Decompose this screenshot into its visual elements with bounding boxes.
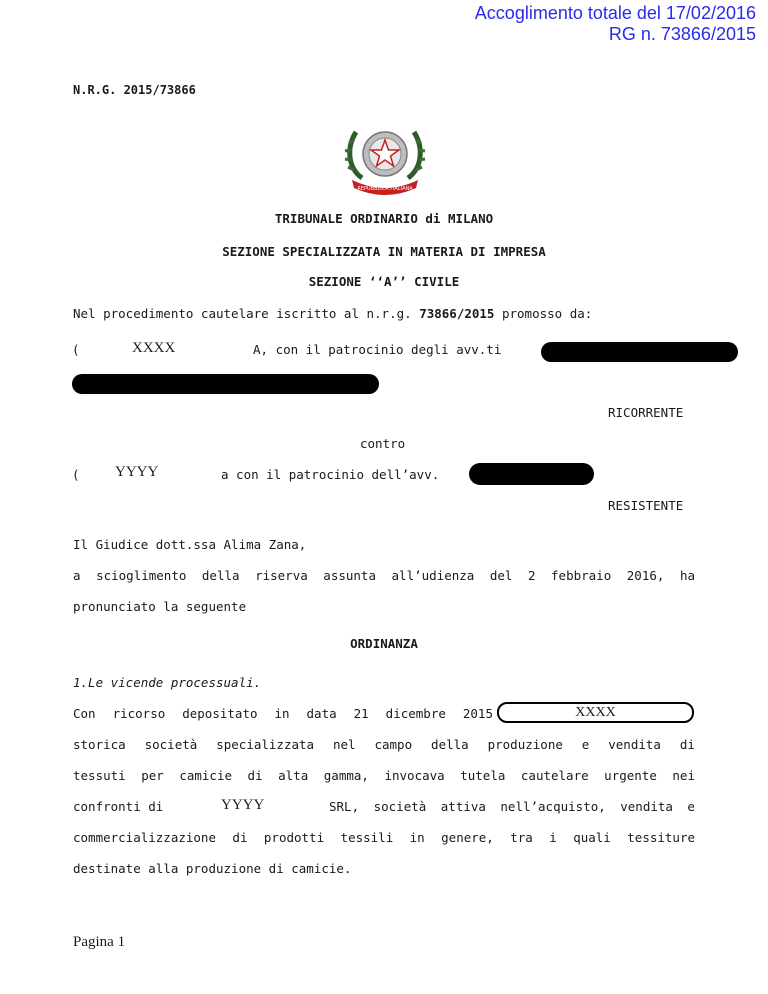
word: e — [581, 737, 590, 752]
word: tessili — [340, 830, 394, 845]
word: Con — [73, 706, 96, 721]
section-title-1: SEZIONE SPECIALIZZATA IN MATERIA DI IMPRESA — [222, 244, 546, 259]
para-line-2 — [73, 737, 695, 752]
para-line-5 — [73, 830, 695, 845]
defendant-name: YYYY — [115, 464, 159, 480]
contro-label: contro — [360, 436, 406, 451]
word: per — [141, 768, 164, 783]
word: urgente — [604, 768, 657, 783]
riserva-line — [73, 568, 695, 583]
emblem-ribbon-text: REPUBBLICA ITALIANA — [357, 186, 413, 192]
ordinanza-title: ORDINANZA — [350, 636, 418, 651]
word: SRL, — [329, 799, 360, 814]
word: febbraio — [551, 568, 612, 583]
word: gamma, — [323, 768, 369, 783]
word: invocava — [384, 768, 445, 783]
word: dicembre — [385, 706, 446, 721]
word: camicie — [179, 768, 233, 783]
intro-rg: 73866/2015 — [419, 306, 495, 321]
word: vendita — [620, 799, 673, 814]
redaction-mark: ( — [72, 342, 80, 357]
italian-republic-emblem-icon — [342, 120, 428, 196]
para-line-4 — [329, 799, 695, 814]
word: storica — [73, 737, 126, 752]
word: nei — [672, 768, 695, 783]
word: del — [489, 568, 513, 583]
plaintiff-name-box — [497, 702, 694, 723]
word: della — [431, 737, 469, 752]
word: prodotti — [263, 830, 325, 845]
word: di — [679, 737, 695, 752]
word: tra — [510, 830, 533, 845]
word: società — [373, 799, 427, 814]
para-line-1 — [73, 706, 493, 721]
redacted-defendant-lawyer — [469, 463, 594, 485]
word: a — [73, 568, 81, 583]
chapter-title: 1.Le vicende processuali. — [73, 675, 262, 690]
section-title-2: SEZIONE ‘‘A’’ CIVILE — [308, 274, 460, 289]
para-line-6: destinate alla produzione di camicie. — [73, 861, 352, 876]
redacted-lawyers — [541, 342, 738, 362]
word: e — [687, 799, 695, 814]
word: nel — [332, 737, 356, 752]
judge-line: Il Giudice dott.ssa Alima Zana, — [73, 537, 307, 552]
intro-suffix: promosso da: — [494, 306, 593, 321]
plaintiff-patrocinio: A, con il patrocinio degli avv.ti — [253, 342, 502, 357]
word: di — [232, 830, 248, 845]
word: riserva — [255, 568, 308, 583]
word: specializzata — [216, 737, 315, 752]
stamp-decision: Accoglimento totale del 17/02/2016 — [474, 3, 756, 23]
word: assunta — [323, 568, 376, 583]
word: della — [201, 568, 240, 583]
filing-stamp — [475, 3, 756, 45]
word: vendita — [608, 737, 661, 752]
word: all’udienza — [391, 568, 475, 583]
word: campo — [374, 737, 413, 752]
court-title: TRIBUNALE ORDINARIO di MILANO — [274, 211, 494, 226]
plaintiff-role: RICORRENTE — [608, 405, 684, 420]
word: produzione — [487, 737, 563, 752]
word: quali — [573, 830, 611, 845]
stamp-rg: RG n. 73866/2015 — [608, 24, 756, 44]
word: scioglimento — [96, 568, 187, 583]
intro-line — [73, 306, 592, 321]
word: attiva — [440, 799, 486, 814]
word: genere, — [441, 830, 494, 845]
word: tessiture — [627, 830, 695, 845]
word: in — [409, 830, 425, 845]
word: i — [549, 830, 557, 845]
defendant-role: RESISTENTE — [608, 498, 684, 513]
word: tutela — [460, 768, 506, 783]
word: società — [144, 737, 198, 752]
word: di — [247, 768, 263, 783]
para-line-3 — [73, 768, 695, 783]
para-line-4-prefix: confronti di — [73, 799, 164, 814]
page-number: Pagina 1 — [73, 934, 126, 950]
word: tessuti — [73, 768, 126, 783]
pronunciato-line: pronunciato la seguente — [73, 599, 247, 614]
intro-prefix: Nel procedimento cautelare iscritto al n.r.g. — [73, 306, 420, 321]
word: cautelare — [520, 768, 589, 783]
word: nell’acquisto, — [500, 799, 606, 814]
word: 2015 — [462, 706, 493, 721]
word: commercializzazione — [73, 830, 216, 845]
nrg-number: N.R.G. 2015/73866 — [73, 83, 196, 97]
defendant-patrocinio: a con il patrocinio dell’avv. — [221, 467, 440, 482]
word: depositato — [182, 706, 258, 721]
word: 2 — [527, 568, 536, 583]
redacted-lawyers-line2 — [72, 374, 379, 394]
word: alta — [278, 768, 309, 783]
plaintiff-name-inline: XXXX — [575, 705, 616, 720]
word: in — [274, 706, 290, 721]
word: data — [306, 706, 337, 721]
defendant-name-inline: YYYY — [221, 797, 265, 813]
redaction-mark: ( — [72, 467, 80, 482]
plaintiff-name: XXXX — [132, 340, 176, 356]
word: ha — [679, 568, 695, 583]
word: 21 — [353, 706, 369, 721]
word: ricorso — [112, 706, 166, 721]
word: 2016, — [626, 568, 665, 583]
